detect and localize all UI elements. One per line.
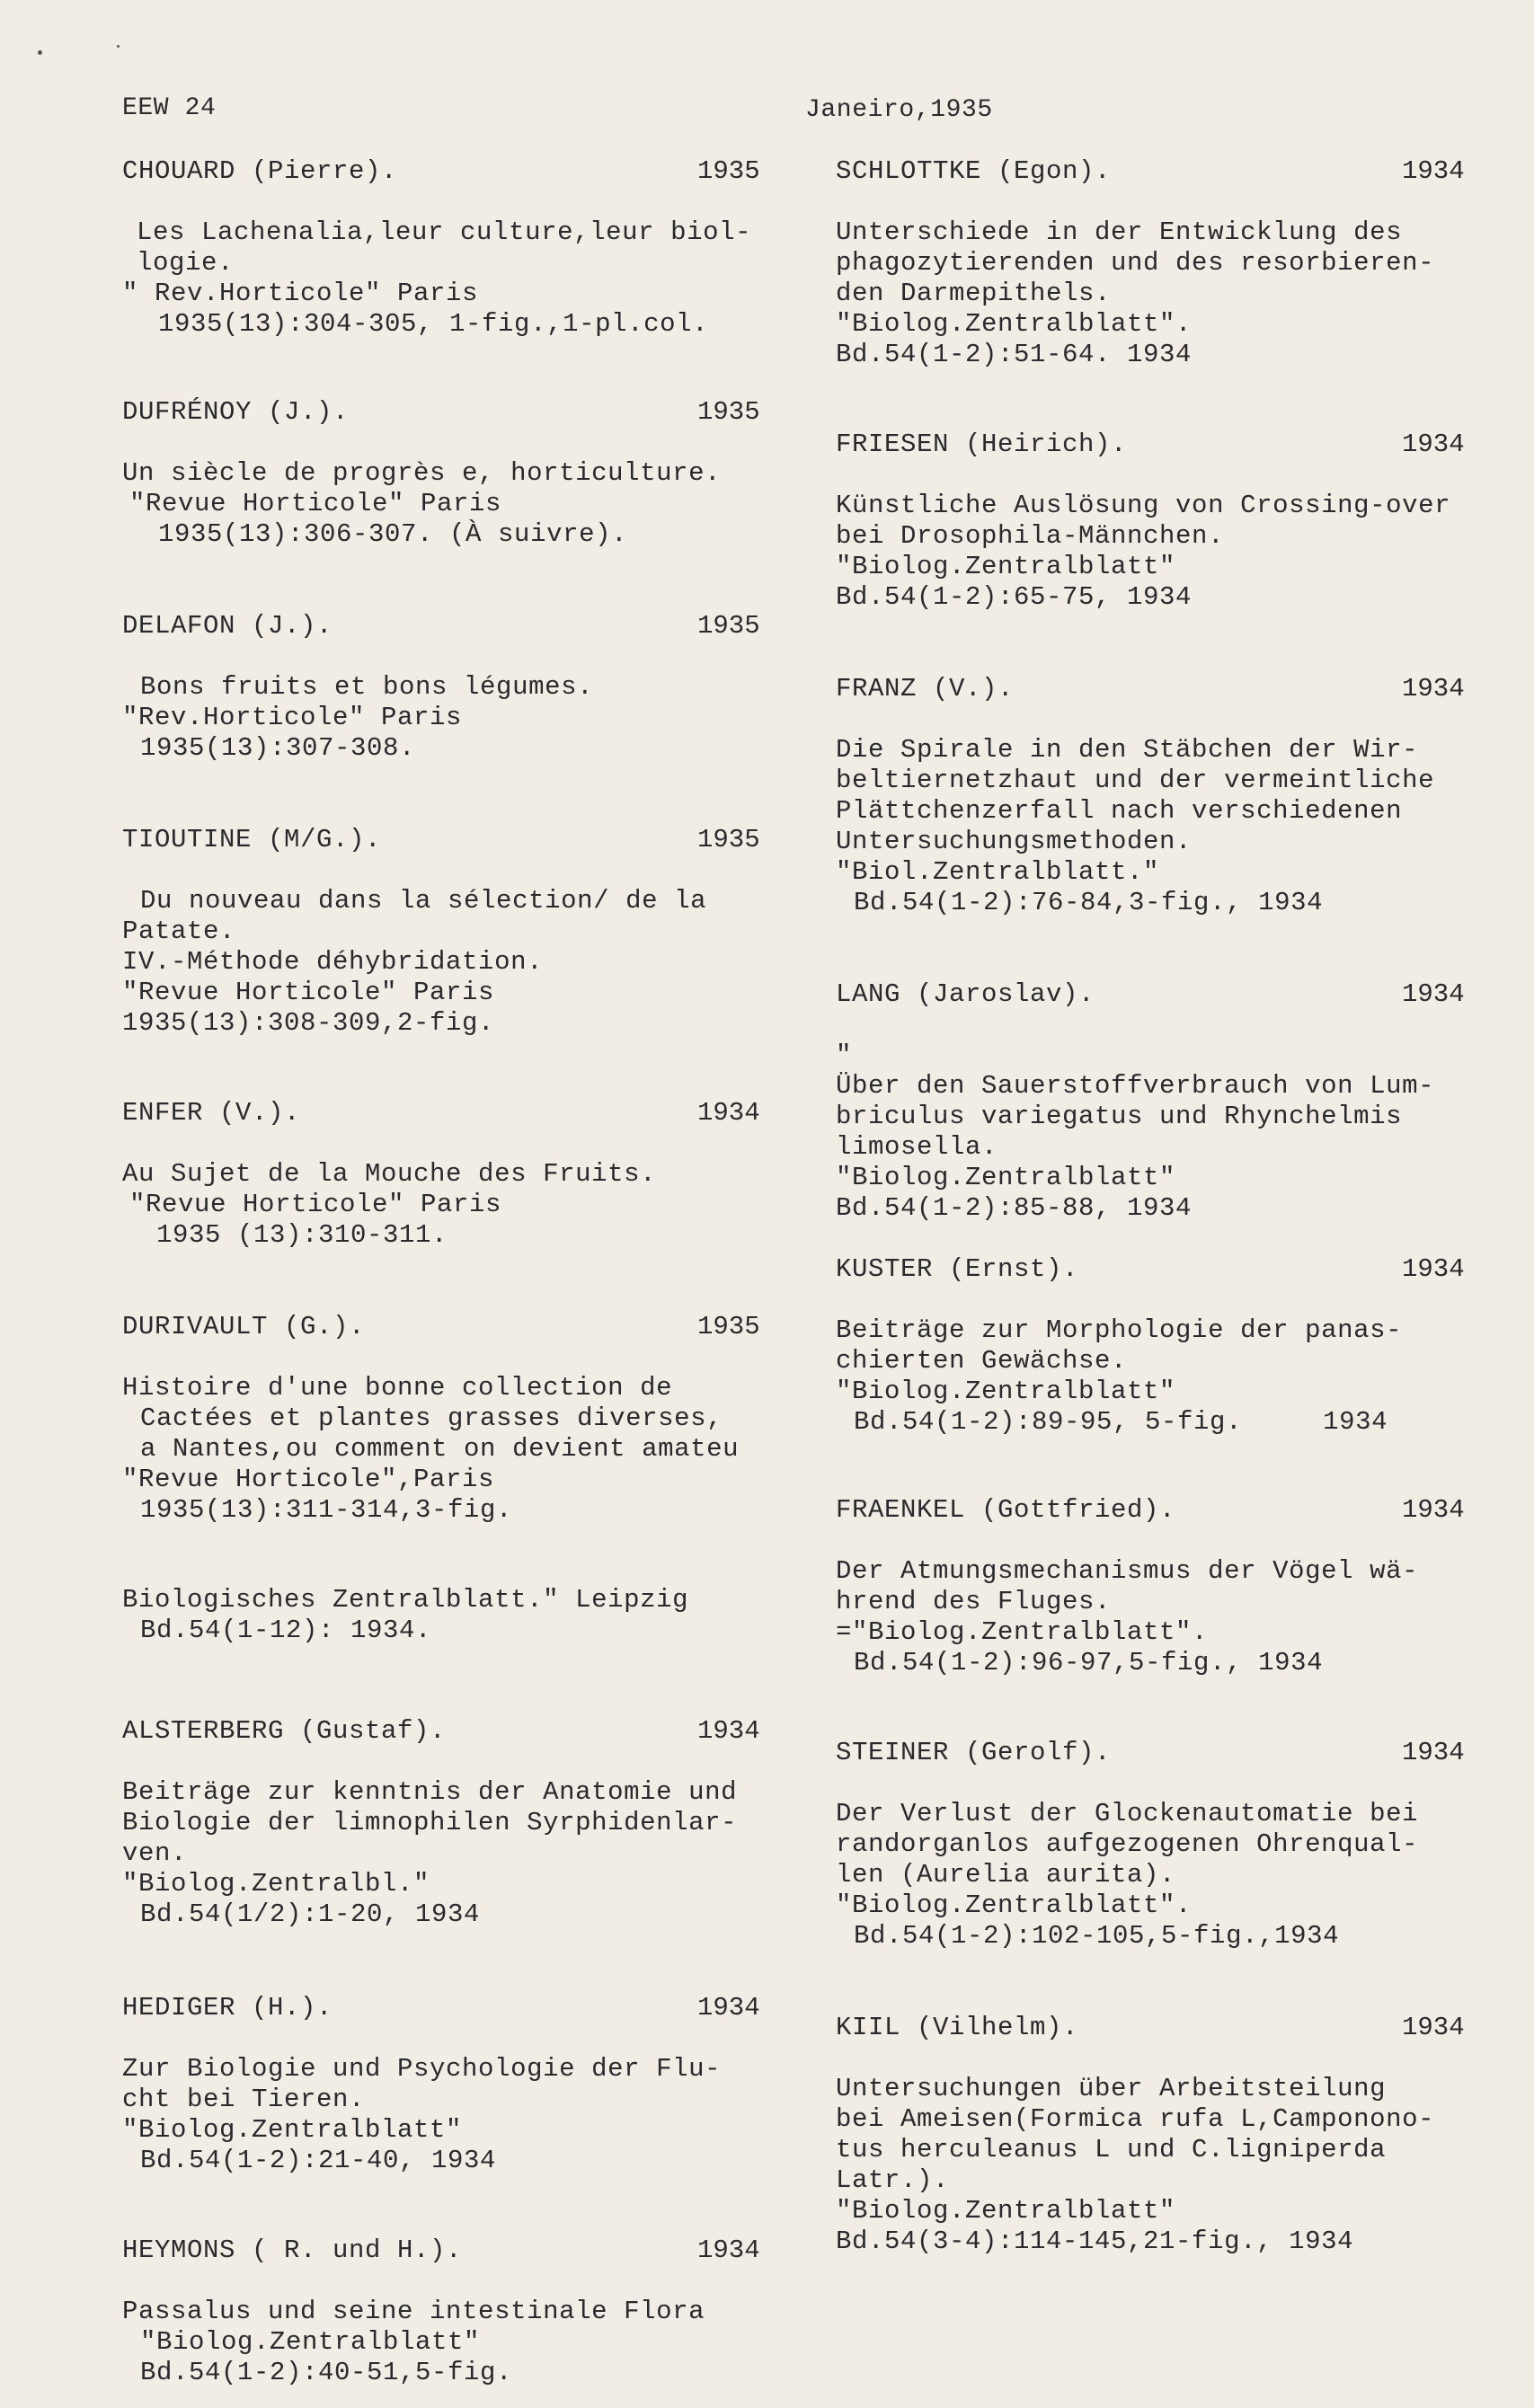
entry-text-line: "Biolog.Zentralbl.": [122, 1869, 430, 1899]
entry-text-line: Über den Sauerstoffverbrauch von Lum-: [836, 1071, 1435, 1101]
entry-author: FRAENKEL (Gottfried).: [836, 1495, 1176, 1525]
entry-text-line: Der Atmungsmechanismus der Vögel wä-: [836, 1556, 1419, 1586]
entry-year: 1934: [1402, 979, 1465, 1009]
entry-text-line: "Biolog.Zentralblatt": [836, 552, 1176, 581]
entry-text-line: Latr.).: [836, 2165, 950, 2195]
entry-text-line: cht bei Tieren.: [122, 2085, 366, 2114]
entry-text-line: 1935(13):311-314,3-fig.: [140, 1495, 513, 1525]
entry-text-line: Der Verlust der Glockenautomatie bei: [836, 1799, 1419, 1828]
entry-text-line: "Biol.Zentralblatt.": [836, 857, 1160, 887]
entry-text-line: Beiträge zur kenntnis der Anatomie und: [122, 1777, 738, 1807]
entry-text-line: Die Spirale in den Stäbchen der Wir-: [836, 735, 1419, 765]
entry-text-line: Bd.54(1-2):51-64. 1934: [836, 340, 1193, 369]
entry-text-line: Bd.54(1-2):76-84,3-fig., 1934: [854, 888, 1324, 917]
entry-text-line: "Biolog.Zentralblatt": [836, 2196, 1176, 2226]
entry-author: SCHLOTTKE (Egon).: [836, 156, 1112, 186]
entry-text-line: Plättchenzerfall nach verschiedenen: [836, 796, 1403, 826]
entry-text-line: Patate.: [122, 916, 236, 946]
entry-text-line: tus herculeanus L und C.ligniperda: [836, 2135, 1387, 2165]
entry-text-line: den Darmepithels.: [836, 279, 1112, 308]
entry-text-line: phagozytierenden und des resorbieren-: [836, 248, 1435, 278]
entry-text-line: "Biolog.Zentralblatt": [122, 2115, 463, 2145]
entry-text-line: hrend des Fluges.: [836, 1587, 1112, 1616]
entry-text-line: bei Drosophila-Männchen.: [836, 521, 1225, 551]
entry-year: 1934: [1402, 674, 1465, 704]
entry-author: ALSTERBERG (Gustaf).: [122, 1716, 447, 1746]
entry-text-line: 1935(13):307-308.: [140, 733, 416, 763]
entry-text-line: Au Sujet de la Mouche des Fruits.: [122, 1159, 657, 1189]
entry-author: STEINER (Gerolf).: [836, 1738, 1112, 1767]
entry-text-line: Bd.54(3-4):114-145,21-fig., 1934: [836, 2227, 1354, 2256]
entry-text-line: a Nantes,ou comment on devient amateu: [140, 1434, 740, 1464]
entry-text-line: " Rev.Horticole" Paris: [122, 279, 479, 308]
entry-year: 1934: [1402, 156, 1465, 186]
entry-text-line: Histoire d'une bonne collection de: [122, 1373, 673, 1403]
entry-text-line: "Biolog.Zentralblatt": [836, 1377, 1176, 1406]
entry-author: HEDIGER (H.).: [122, 1993, 333, 2023]
entry-year: 1934: [1402, 429, 1465, 459]
entry-text-line: "Biolog.Zentralblatt".: [836, 1890, 1193, 1920]
entry-year: 1934: [1402, 2013, 1465, 2042]
entry-text-line: Bd.54(1-2):89-95, 5-fig. 1934: [854, 1407, 1388, 1437]
entry-year: 1935: [697, 397, 760, 427]
entry-year: 1934: [697, 2235, 760, 2265]
entry-text-line: Bd.54(1-2):85-88, 1934: [836, 1193, 1193, 1223]
entry-text-line: Bd.54(1-12): 1934.: [140, 1616, 432, 1645]
entry-year: 1934: [697, 1993, 760, 2023]
entry-author: DELAFON (J.).: [122, 611, 333, 641]
entry-author: TIOUTINE (M/G.).: [122, 825, 382, 854]
entry-year: 1934: [697, 1716, 760, 1746]
entry-author: CHOUARD (Pierre).: [122, 156, 398, 186]
entry-text-line: limosella.: [836, 1132, 998, 1162]
entry-text-line: Bd.54(1/2):1-20, 1934: [140, 1899, 481, 1929]
sheet-number: EEW 24: [122, 94, 217, 122]
entry-text-line: Passalus und seine intestinale Flora: [122, 2297, 705, 2326]
entry-text-line: "Biolog.Zentralblatt".: [836, 309, 1193, 339]
entry-text-line: Biologisches Zentralblatt." Leipzig: [122, 1585, 689, 1615]
entry-author: HEYMONS ( R. und H.).: [122, 2235, 463, 2265]
entry-text-line: Bd.54(1-2):65-75, 1934: [836, 582, 1193, 612]
entry-text-line: beltiernetzhaut und der vermeintliche: [836, 766, 1435, 795]
entry-author: KUSTER (Ernst).: [836, 1254, 1079, 1284]
entry-text-line: ="Biolog.Zentralblatt".: [836, 1617, 1209, 1647]
entry-author: DUFRÉNOY (J.).: [122, 397, 350, 427]
entry-text-line: Bd.54(1-2):40-51,5-fig.: [140, 2358, 513, 2387]
entry-text-line: Zur Biologie und Psychologie der Flu-: [122, 2054, 722, 2084]
entry-text-line: Un siècle de progrès e, horticulture.: [122, 458, 722, 488]
entry-text-line: Künstliche Auslösung von Crossing-over: [836, 491, 1451, 520]
entry-year: 1935: [697, 156, 760, 186]
entry-text-line: "Revue Horticole" Paris: [122, 978, 495, 1007]
entry-text-line: Bd.54(1-2):102-105,5-fig.,1934: [854, 1921, 1340, 1951]
entry-year: 1935: [697, 611, 760, 641]
entry-text-line: 1935 (13):310-311.: [156, 1220, 448, 1250]
entry-text-line: "Biolog.Zentralblatt": [140, 2327, 481, 2357]
entry-text-line: "Rev.Horticole" Paris: [122, 703, 463, 732]
entry-text-line: Untersuchungsmethoden.: [836, 827, 1193, 856]
entry-author: ENFER (V.).: [122, 1098, 301, 1128]
entry-author: FRIESEN (Heirich).: [836, 429, 1128, 459]
paper-speck: [38, 50, 42, 55]
entry-text-line: Bd.54(1-2):96-97,5-fig., 1934: [854, 1648, 1324, 1678]
entry-text-line: len (Aurelia aurita).: [836, 1860, 1176, 1890]
entry-year: 1934: [697, 1098, 760, 1128]
entry-text-line: 1935(13):308-309,2-fig.: [122, 1008, 495, 1038]
entry-text-line: "Revue Horticole" Paris: [129, 1190, 502, 1219]
entry-text-line: IV.-Méthode déhybridation.: [122, 947, 544, 977]
entry-text-line: "Revue Horticole" Paris: [129, 489, 502, 518]
entry-text-line: logie.: [137, 248, 235, 278]
entry-text-line: Les Lachenalia,leur culture,leur biol-: [137, 217, 752, 247]
entry-text-line: Cactées et plantes grasses diverses,: [140, 1403, 723, 1433]
entry-author: DURIVAULT (G.).: [122, 1312, 366, 1341]
entry-text-line: ": [836, 1040, 853, 1070]
entry-text-line: randorganlos aufgezogenen Ohrenqual-: [836, 1829, 1419, 1859]
entry-text-line: "Biolog.Zentralblatt": [836, 1163, 1176, 1192]
entry-text-line: chierten Gewächse.: [836, 1346, 1128, 1376]
entry-year: 1935: [697, 825, 760, 854]
entry-year: 1934: [1402, 1495, 1465, 1525]
entry-text-line: "Revue Horticole",Paris: [122, 1465, 495, 1494]
entry-year: 1934: [1402, 1738, 1465, 1767]
entry-text-line: Biologie der limnophilen Syrphidenlar-: [122, 1808, 738, 1837]
entry-text-line: Bd.54(1-2):21-40, 1934: [140, 2146, 497, 2175]
entry-author: KIIL (Vilhelm).: [836, 2013, 1079, 2042]
entry-year: 1935: [697, 1312, 760, 1341]
entry-text-line: Bons fruits et bons légumes.: [140, 672, 594, 702]
entry-author: LANG (Jaroslav).: [836, 979, 1095, 1009]
entry-text-line: Beiträge zur Morphologie der panas-: [836, 1315, 1403, 1345]
entry-text-line: Du nouveau dans la sélection/ de la: [140, 886, 707, 916]
entry-text-line: Untersuchungen über Arbeitsteilung: [836, 2074, 1387, 2103]
entry-text-line: 1935(13):304-305, 1-fig.,1-pl.col.: [158, 309, 709, 339]
entry-text-line: bei Ameisen(Formica rufa L,Camponono-: [836, 2104, 1435, 2134]
entry-text-line: Unterschiede in der Entwicklung des: [836, 217, 1403, 247]
entry-text-line: 1935(13):306-307. (À suivre).: [158, 519, 628, 549]
entry-text-line: briculus variegatus und Rhynchelmis: [836, 1102, 1403, 1131]
paper-speck: [117, 45, 120, 48]
entry-year: 1934: [1402, 1254, 1465, 1284]
entry-text-line: ven.: [122, 1838, 188, 1868]
page-date: Janeiro,1935: [805, 96, 993, 124]
entry-author: FRANZ (V.).: [836, 674, 1015, 704]
